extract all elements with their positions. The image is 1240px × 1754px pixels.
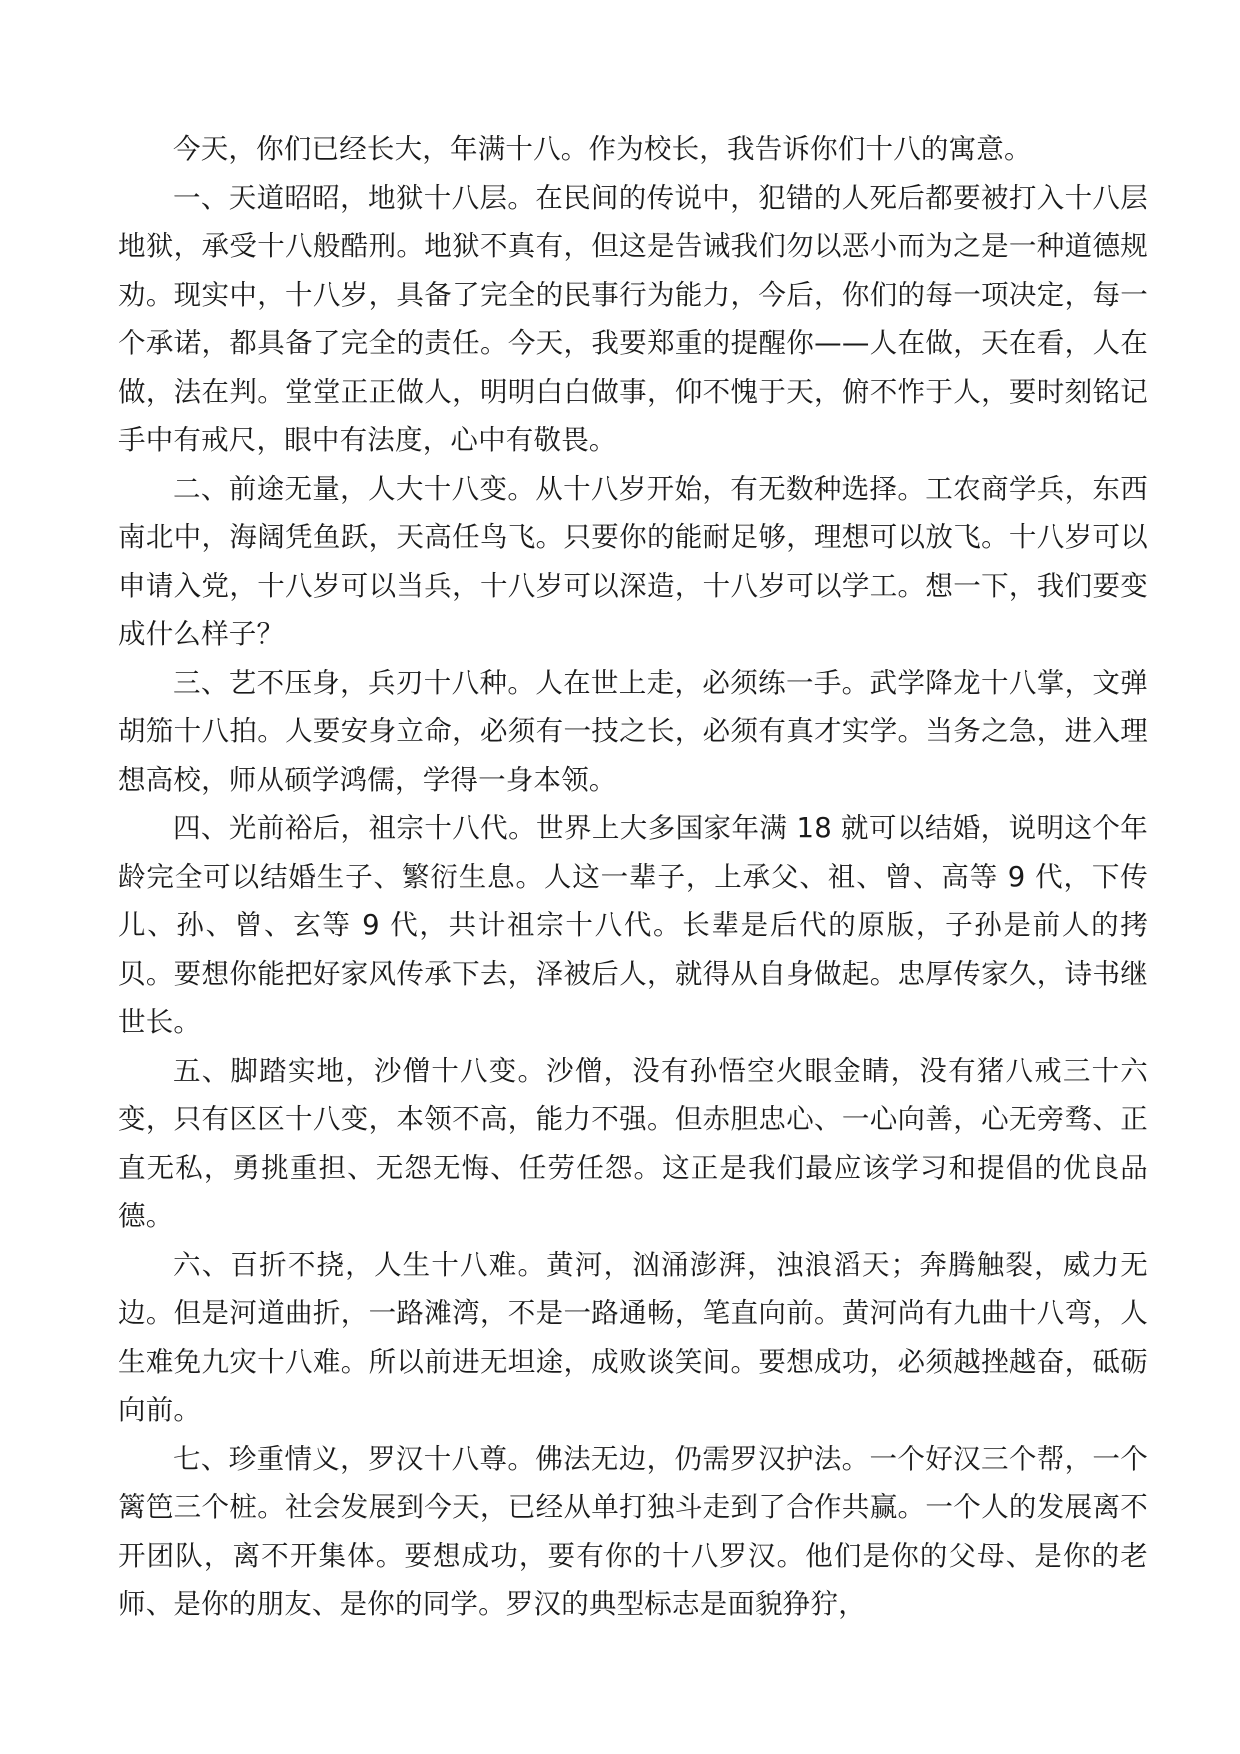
paragraph-section-3: 三、艺不压身，兵刃十八种。人在世上走，必须练一手。武学降龙十八掌，文弹胡笳十八拍。人要安身立命，必须有一技之长，必须有真才实学。当务之急，进入理想高校，师从硕学鸿儒，学得一身本领。 <box>118 666 1148 796</box>
paragraph-section-6: 六、百折不挠，人生十八难。黄河，汹涌澎湃，浊浪滔天；奔腾触裂，威力无边。但是河道曲折，一路滩湾，不是一路通畅，笔直向前。黄河尚有九曲十八弯，人生难免九灾十八难。所以前进无坦途，成败谈笑间。要想成功，必须越挫越奋，砥砺向前。 <box>118 1248 1148 1426</box>
paragraph-intro: 今天，你们已经长大，年满十八。作为校长，我告诉你们十八的寓意。 <box>173 133 1032 165</box>
paragraph-section-1: 一、天道昭昭，地狱十八层。在民间的传说中，犯错的人死后都要被打入十八层地狱，承受十八般酷刑。地狱不真有，但这是告诫我们勿以恶小而为之是一种道德规劝。现实中，十八岁，具备了完全的民事行为能力，今后，你们的每一项决定，每一个承诺，都具备了完全的责任。今天，我要郑重的提醒你——人在做，天在看，人在做，法在判。堂堂正正做人，明明白白做事，仰不愧于天，俯不怍于人，要时刻铭记手中有戒尺，眼中有法度，心中有敬畏。 <box>118 181 1148 456</box>
paragraph-section-5: 五、脚踏实地，沙僧十八变。沙僧，没有孙悟空火眼金睛，没有猪八戒三十六变，只有区区十八变，本领不高，能力不强。但赤胆忠心、一心向善，心无旁骛、正直无私，勇挑重担、无怨无悔、任劳任怨。这正是我们最应该学习和提倡的优良品德。 <box>118 1054 1148 1232</box>
paragraph-section-4: 四、光前裕后，祖宗十八代。世界上大多国家年满 18 就可以结婚，说明这个年龄完全可以结婚生子、繁衍生息。人这一辈子，上承父、祖、曾、高等 9 代，下传儿、孙、曾、玄等 9 代，共计祖宗十八代。长辈是后代的原版，子孙是前人的拷贝。要想你能把好家风传承下去，泽被后人，就得从自身做起。忠厚传家久，诗书继世长。 <box>118 812 1148 1038</box>
document-body <box>118 125 1148 1629</box>
paragraph-section-7: 七、珍重情义，罗汉十八尊。佛法无边，仍需罗汉护法。一个好汉三个帮，一个篱笆三个桩。社会发展到今天，已经从单打独斗走到了合作共赢。一个人的发展离不开团队，离不开集体。要想成功，要有你的十八罗汉。他们是你的父母、是你的老师、是你的朋友、是你的同学。罗汉的典型标志是面貌狰狞， <box>118 1442 1148 1620</box>
paragraph-section-2: 二、前途无量，人大十八变。从十八岁开始，有无数种选择。工农商学兵，东西南北中，海阔凭鱼跃，天高任鸟飞。只要你的能耐足够，理想可以放飞。十八岁可以申请入党，十八岁可以当兵，十八岁可以深造，十八岁可以学工。想一下，我们要变成什么样子？ <box>118 472 1148 650</box>
